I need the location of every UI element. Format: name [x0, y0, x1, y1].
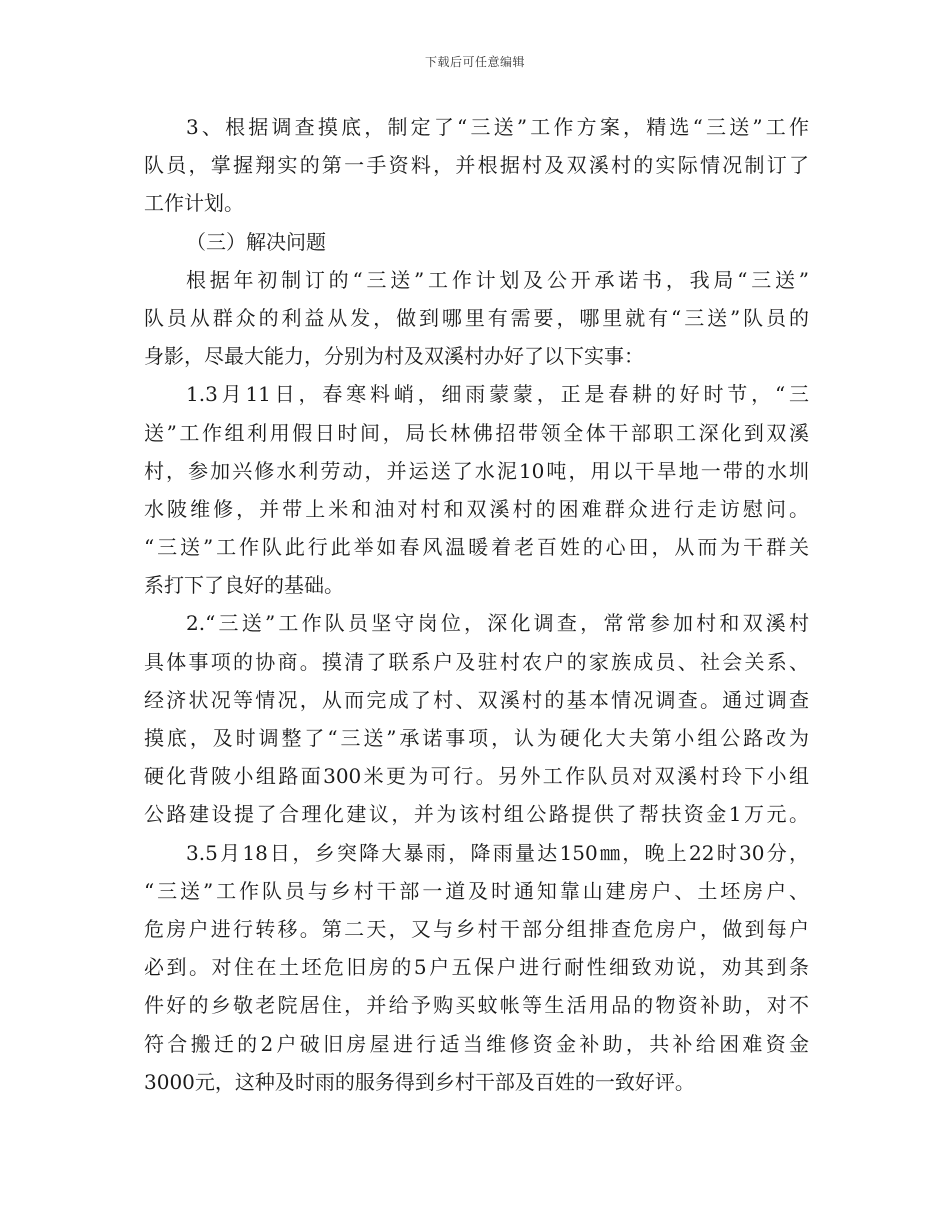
text-line: 系打下了良好的基础。: [144, 573, 344, 598]
text-line: 公路建设提了合理化建议，并为该村组公路提供了帮扶资金1万元。: [144, 802, 809, 827]
text-line: 水陂维修，并带上米和油对村和双溪村的困难群众进行走访慰问。: [144, 496, 809, 521]
text-line: 硬化背陂小组路面300米更为可行。另外工作队员对双溪村玲下小组: [144, 764, 809, 789]
text-line: 3、根据调查摸底，制定了“三送”工作方案，精选“三送”工作: [186, 115, 809, 139]
text-line: 3000元，这种及时雨的服务得到乡村干部及百姓的一致好评。: [144, 1069, 695, 1094]
text-line: 件好的乡敬老院居住，并给予购买蚊帐等生活用品的物资补助，对不: [144, 993, 809, 1018]
text-line: 送”工作组利用假日时间，局长林佛招带领全体干部职工深化到双溪: [144, 420, 809, 445]
text-line: 经济状况等情况，从而完成了村、双溪村的基本情况调查。通过调查: [144, 687, 809, 712]
text-line: 村，参加兴修水利劳动，并运送了水泥10吨，用以干旱地一带的水圳: [144, 458, 809, 483]
text-line: 1.3月11日，春寒料峭，细雨蒙蒙，正是春耕的好时节，“三: [186, 382, 809, 407]
text-line: 3.5月18日，乡突降大暴雨，降雨量达150㎜，晚上22时30分，: [186, 840, 809, 865]
text-line: 必到。对住在土坯危旧房的5户五保户进行耐性细致劝说，劝其到条: [144, 955, 809, 980]
document-body: [144, 108, 809, 1101]
text-line: （三）解决问题: [186, 229, 326, 254]
text-line: “三送”工作队此行此举如春风温暖着老百姓的心田，从而为干群关: [144, 535, 809, 560]
text-line: 危房户进行转移。第二天，又与乡村干部分组排查危房户，做到每户: [144, 916, 809, 941]
text-line: 工作计划。: [144, 191, 244, 216]
text-line: 符合搬迁的2户破旧房屋进行适当维修资金补助，共补给困难资金: [144, 1031, 809, 1056]
text-line: 具体事项的协商。摸清了联系户及驻村农户的家族成员、社会关系、: [144, 649, 809, 674]
text-line: 队员从群众的利益从发，做到哪里有需要，哪里就有“三送”队员的: [144, 305, 809, 330]
text-line: 队员，掌握翔实的第一手资料，并根据村及双溪村的实际情况制订了: [144, 153, 809, 178]
text-line: 摸底，及时调整了“三送”承诺事项，认为硬化大夫第小组公路改为: [144, 726, 809, 750]
text-line: 身影，尽最大能力，分别为村及双溪村办好了以下实事：: [144, 344, 644, 369]
text-line: 2.“三送”工作队员坚守岗位，深化调查，常常参加村和双溪村: [186, 611, 809, 636]
page-header: 下载后可任意编辑: [424, 55, 525, 69]
text-line: 根据年初制订的“三送”工作计划及公开承诺书，我局“三送”: [186, 267, 809, 292]
text-line: “三送”工作队员与乡村干部一道及时通知靠山建房户、土坯房户、: [144, 878, 809, 903]
